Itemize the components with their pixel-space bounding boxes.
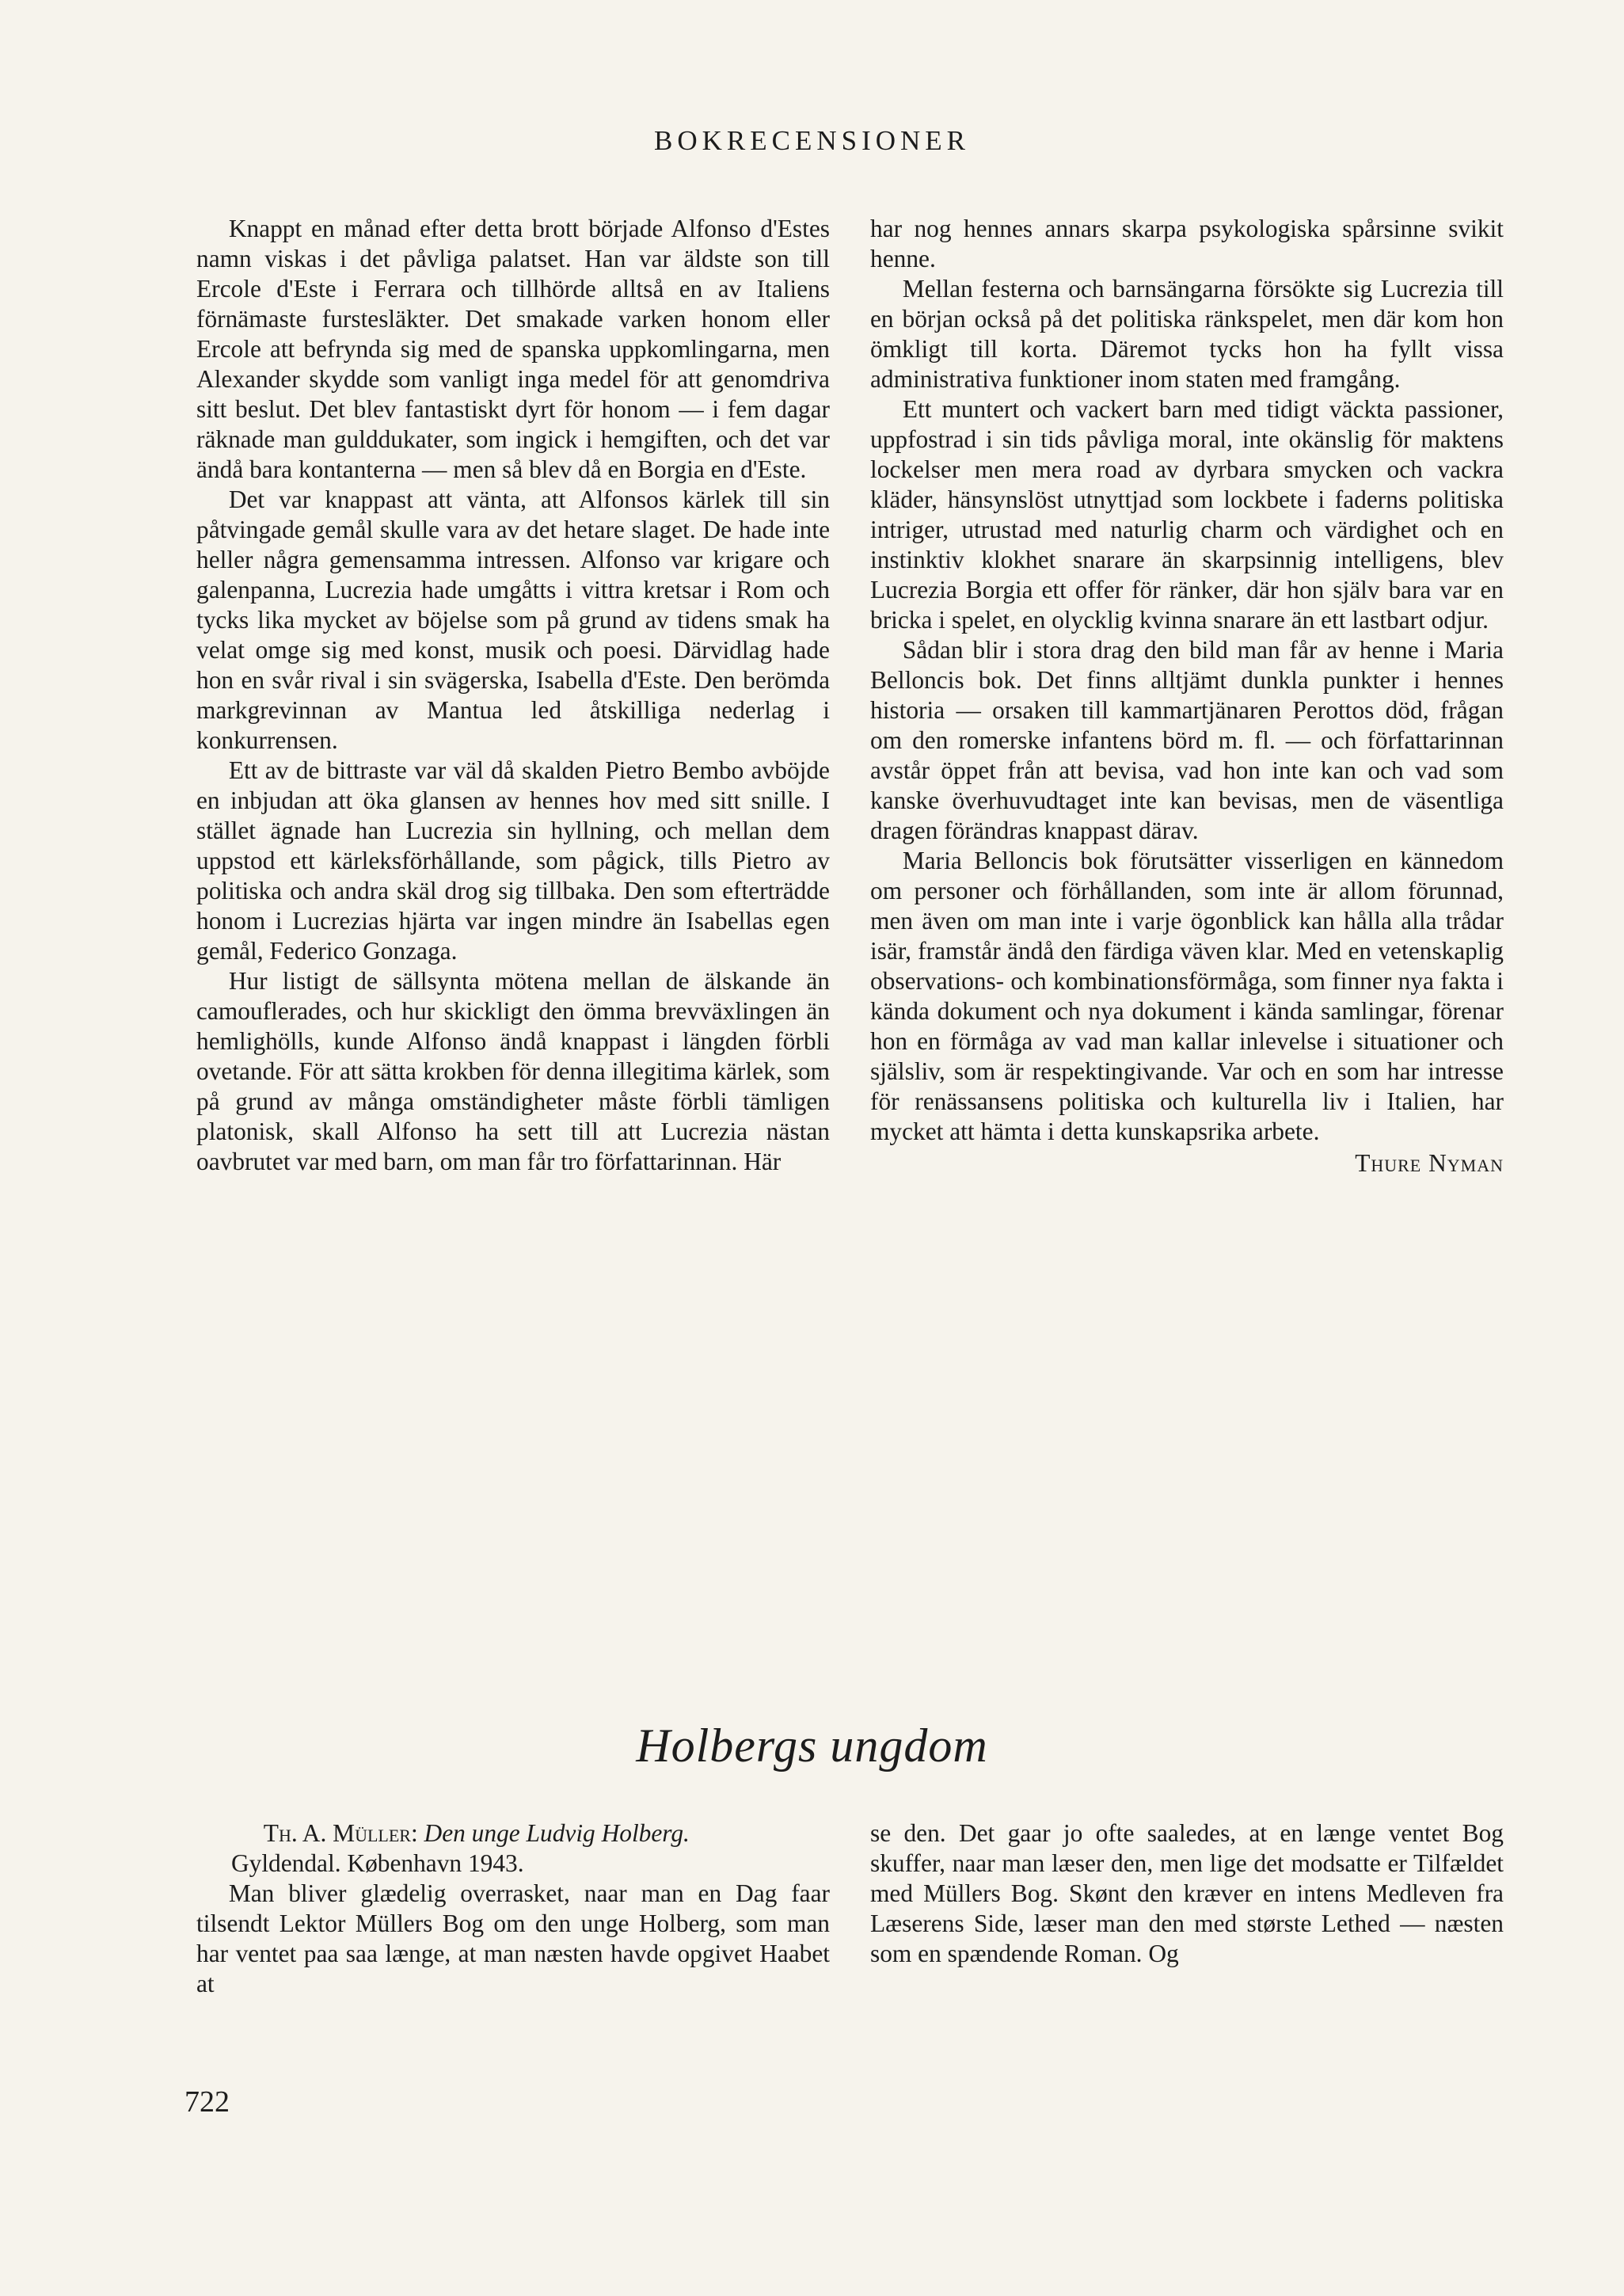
book-publisher: Gyldendal. København 1943.	[230, 1849, 524, 1877]
paragraph: Mellan festerna och barnsängarna försökte sig Lucrezia till en början också på det politiska ränkspelet, men där kom hon ömkligt till korta. Däremot tycks hon ha fyllt vissa administrativa funktioner inom staten med framgång.	[870, 275, 1504, 393]
paragraph: Man bliver glædelig overrasket, naar man en Dag faar tilsendt Lektor Müllers Bog om den unge Holberg, som man har ventet paa saa længe, at man næsten havde opgivet Haabet at	[196, 1879, 830, 1997]
reviewer-signature: Thure Nyman	[1355, 1149, 1504, 1177]
paragraph: Hur listigt de sällsynta mötena mellan de älskande än camouflerades, och hur skickligt den ömma brevväxlingen än hemlighölls, kunde Alfonso ändå knappast i längden förbli ovetande. För att sätta krokben för denna illegitima kärlek, som på grund av många omständigheter måste förbli tämligen platonisk, skall Alfonso ha sett till att Lucrezia nästan oavbrutet var med barn, om man får tro författarinnan. Här	[196, 967, 830, 1175]
running-header: BOKRECENSIONER	[653, 125, 971, 156]
review-title: Holbergs ungdom	[636, 1719, 988, 1772]
paragraph-continuation: se den. Det gaar jo ofte saaledes, at en længe ventet Bog skuffer, naar man læser den, men lige det modsatte er Tilfældet med Müllers Bog. Skønt den kræver en intens Medleven fra Læserens Side, læser man den med største Lethed — næsten som en spændende Roman. Og	[870, 1819, 1504, 1967]
review-left-column	[196, 214, 830, 1177]
review-right-column	[870, 214, 1504, 1178]
paragraph: Knappt en månad efter detta brott började Alfonso d'Estes namn viskas i det påvliga palatset. Han var äldste son till Ercole d'Este i Ferrara och tillhörde alltså en av Italiens förnämaste furstesläkter. Det smakade varken honom eller Ercole att befrynda sig med de spanska uppkomlingarna, men Alexander skydde som vanligt inga medel för att genomdriva sitt beslut. Det blev fantastiskt dyrt för honom — i fem dagar räknade man gulddukater, som ingick i hemgiften, och det var ändå bara kontanterna — men så blev då en Borgia en d'Este.	[196, 215, 830, 483]
paragraph: Maria Belloncis bok förutsätter visserligen en kännedom om personer och förhållanden, som inte är allom förunnad, men även om man inte i varje ögonblick kan hålla alla trådar isär, framstår ändå den färdiga väven klar. Med en vetenskaplig observations- och kombinationsförmåga, som finner nya fakta i kända dokument och nya dokument i kända samlingar, förenar hon en förmåga av vad man kallar inlevelse i situationer och själsliv, som är respektingivande. Var och en som har intresse för renässansens politiska och kulturella liv i Italien, har mycket att hämta i detta kunskapsrika arbete.	[870, 847, 1504, 1145]
review-right-column	[870, 1818, 1504, 1969]
paragraph-continuation: har nog hennes annars skarpa psykologiska spårsinne svikit henne.	[870, 215, 1504, 272]
book-title: Den unge Ludvig Holberg.	[424, 1819, 690, 1847]
page-number: 722	[184, 2085, 230, 2119]
paragraph: Sådan blir i stora drag den bild man får av henne i Maria Belloncis bok. Det finns alltjämt dunkla punkter i hennes historia — orsaken till kammartjänaren Perottos död, frågan om den romerske infantens börd m. fl. — och författarinnan avstår öppet från att bevisa, vad hon inte kan och vad som kanske överhuvudtaget inte kan bevisas, men de väsentliga dragen förändras knappast därav.	[870, 636, 1504, 844]
book-author: Th. A. Müller:	[263, 1819, 418, 1847]
paragraph: Det var knappast att vänta, att Alfonsos kärlek till sin påtvingade gemål skulle vara av det hetare slaget. De hade inte heller några gemensamma intressen. Alfonso var krigare och galenpanna, Lucrezia hade umgåtts i vittra kretsar i Rom och tycks lika mycket av böjelse som på grund av tidens smak ha velat omge sig med konst, musik och poesi. Därvidlag hade hon en svår rival i sin svägerska, Isabella d'Este. Den berömda markgrevinnan av Mantua led åtskilliga nederlag i konkurrensen.	[196, 485, 830, 754]
paragraph: Ett av de bittraste var väl då skalden Pietro Bembo avböjde en inbjudan att öka glansen av hennes hov med sitt snille. I stället ägnade han Lucrezia sin hyllning, och mellan dem uppstod ett kärleksförhållande, som pågick, tills Pietro av politiska och andra skäl drog sig tillbaka. Den som efterträdde honom i Lucrezias hjärta var ingen mindre än Isabellas egen gemål, Federico Gonzaga.	[196, 756, 830, 965]
bibliographic-entry	[196, 1818, 830, 1879]
review-left-column	[196, 1818, 830, 1999]
paragraph: Ett muntert och vackert barn med tidigt väckta passioner, uppfostrad i sin tids påvliga moral, inte okänslig för maktens lockelser men mera road av dyrbara smycken och vackra kläder, hänsynslöst utnyttjad som lockbete i faderns politiska intriger, utrustad med naturlig charm och värdighet och en instinktiv klokhet snarare än skarpsinnig intelligens, blev Lucrezia Borgia ett offer för ränker, där hon själv bara var en bricka i spelet, en olycklig kvinna snarare än ett lastbart odjur.	[870, 395, 1504, 634]
